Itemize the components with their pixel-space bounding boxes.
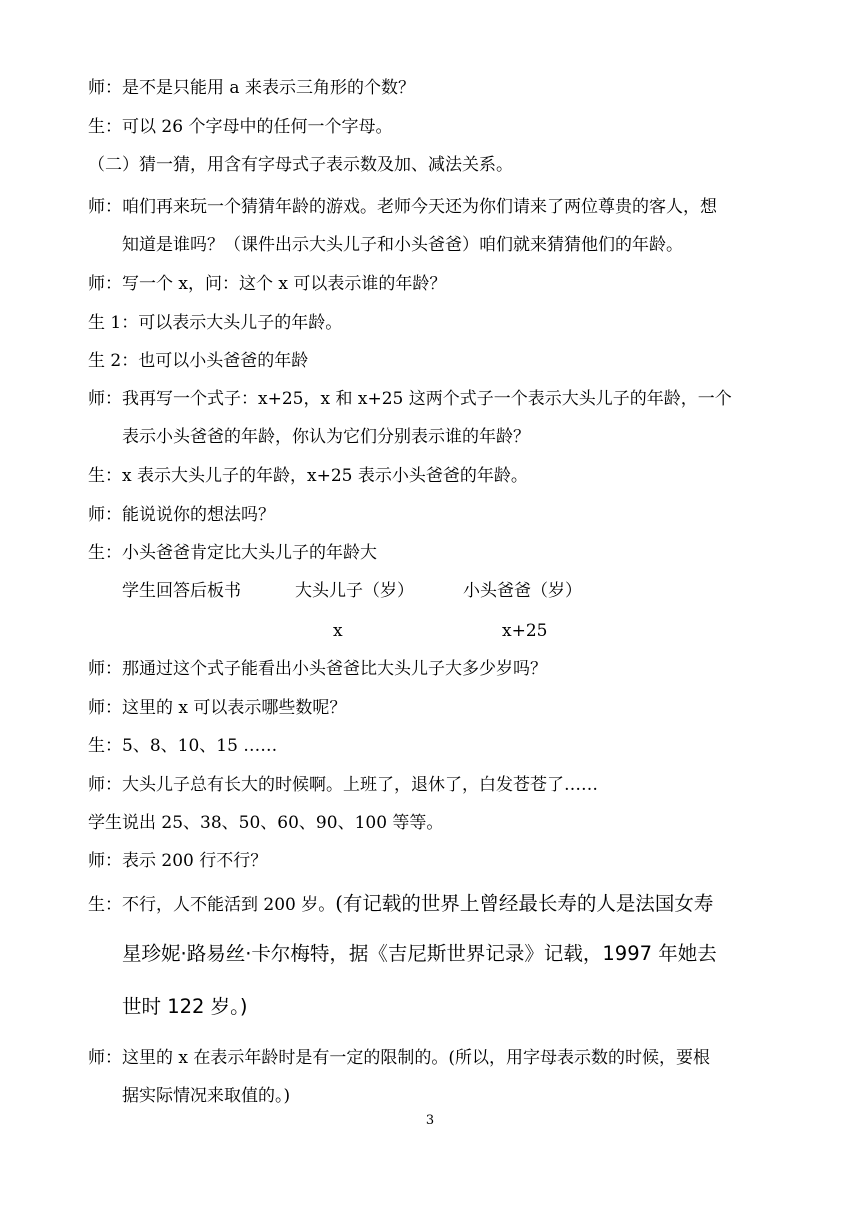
text-line: 据实际情况来取值的。): [122, 1086, 291, 1106]
record-line-1: [88, 890, 820, 919]
record-note-start: (有记载的世界上曾经最长寿的人是法国女寿: [335, 892, 714, 915]
board-col2-value: x+25: [502, 621, 548, 641]
text-line: 生：x 表示大头儿子的年龄，x+25 表示小头爸爸的年龄。: [88, 466, 528, 486]
text-line: 师：这里的 x 可以表示哪些数呢？: [88, 698, 347, 718]
text-line: 师：写一个 x，问：这个 x 可以表示谁的年龄？: [88, 274, 447, 294]
text-line: 知道是谁吗？（课件出示大头儿子和小头爸爸）咱们就来猜猜他们的年龄。: [122, 235, 683, 255]
text-line: 师：是不是只能用 a 来表示三角形的个数？: [88, 78, 415, 98]
text-line: 师：那通过这个式子能看出小头爸爸比大头儿子大多少岁吗？: [88, 659, 547, 679]
text-line: 师：大头儿子总有长大的时候啊。上班了，退休了，白发苍苍了……: [88, 775, 598, 795]
page-number: 3: [425, 1113, 435, 1128]
text-line: 生 2：也可以小头爸爸的年龄: [88, 351, 309, 371]
text-line: 师：这里的 x 在表示年龄时是有一定的限制的。(所以，用字母表示数的时候，要根: [88, 1048, 711, 1068]
text-line: 生：5、8、10、15 ……: [88, 736, 278, 756]
text-line: 生：可以 26 个字母中的任何一个字母。: [88, 117, 393, 137]
board-col1-head: 大头儿子（岁）: [295, 581, 414, 601]
record-lead: 生：不行，人不能活到 200 岁。: [88, 895, 336, 915]
text-line: 师：咱们再来玩一个猜猜年龄的游戏。老师今天还为你们请来了两位尊贵的客人，想: [88, 197, 717, 217]
section-heading: （二）猜一猜，用含有字母式子表示数及加、减法关系。: [88, 155, 513, 175]
text-line: 表示小头爸爸的年龄，你认为它们分别表示谁的年龄？: [122, 427, 530, 447]
record-line-2: 星珍妮·路易丝·卡尔梅特，据《吉尼斯世界记录》记载，1997 年她去: [122, 942, 717, 965]
board-col2-head: 小头爸爸（岁）: [463, 581, 582, 601]
record-line-3: 世时 122 岁。): [122, 995, 248, 1018]
text-line: 师：我再写一个式子：x+25，x 和 x+25 这两个式子一个表示大头儿子的年龄，一个: [88, 389, 732, 409]
board-col1-value: x: [333, 621, 343, 641]
text-line: 生 1：可以表示大头儿子的年龄。: [88, 313, 343, 333]
text-line: 师：表示 200 行不行？: [88, 851, 268, 871]
board-intro: 学生回答后板书: [122, 581, 241, 601]
text-line: 师：能说说你的想法吗？: [88, 505, 275, 525]
text-line: 生：小头爸爸肯定比大头儿子的年龄大: [88, 543, 377, 563]
text-line: 学生说出 25、38、50、60、90、100 等等。: [88, 813, 444, 833]
